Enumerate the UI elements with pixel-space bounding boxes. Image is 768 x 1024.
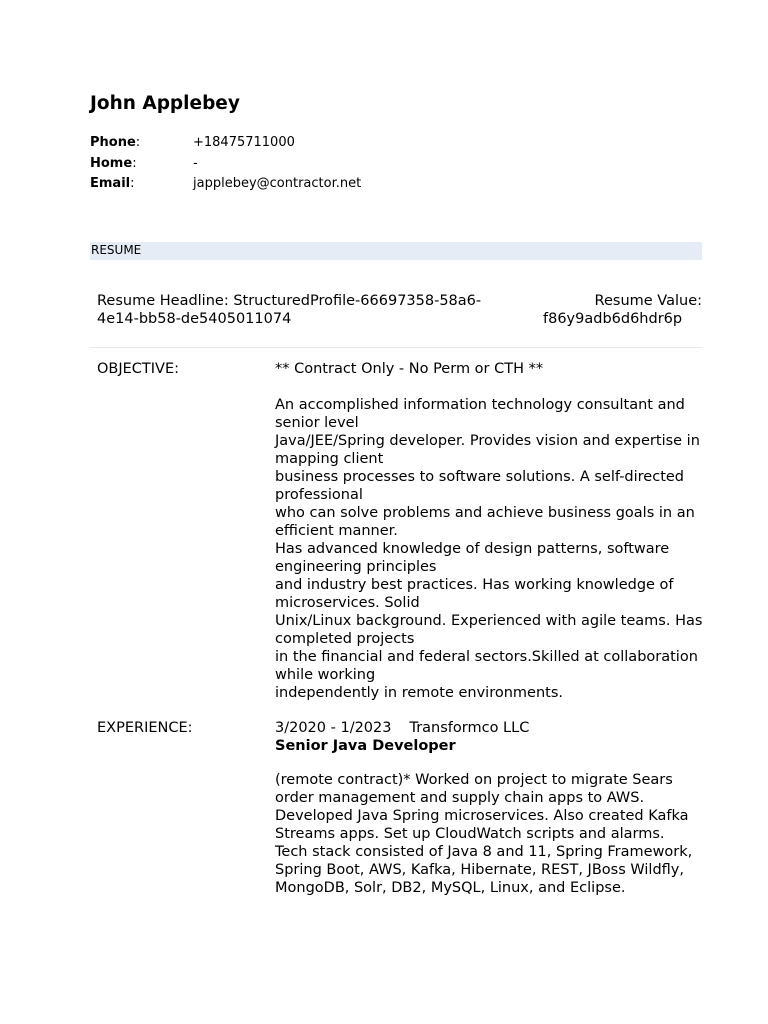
- objective-line: who can solve problems and achieve business goals in an efficient manner.: [275, 505, 695, 539]
- resume-headline: Resume Headline: StructuredProfile-66697358-58a6-4e14-bb58-de5405011074: [97, 293, 482, 327]
- contact-label-email: Email:: [90, 176, 135, 191]
- objective-summary: [275, 396, 705, 702]
- job-header: [275, 719, 705, 737]
- resume-value-text: f86y9adb6d6hdr6p: [543, 311, 683, 327]
- contact-value-home: -: [193, 155, 198, 171]
- experience-label: EXPERIENCE:: [97, 720, 193, 736]
- contact-value-phone: +18475711000: [193, 135, 295, 150]
- objective-label: OBJECTIVE:: [97, 361, 180, 377]
- job-description: (remote contract)* Worked on project to migrate Sears order management and supply chain apps to AWS. Developed Java Spring microservices. Also created Kafka Streams apps. Set up CloudWatch scripts and alarms. Tech stack consisted of Java 8 and 11, Spring Framework, Spring Boot, AWS, Kafka, Hibernate, REST, JBoss Wildfly, MongoDB, Solr, DB2, MySQL, Linux, and Eclipse.: [275, 772, 693, 896]
- objective-line: and industry best practices. Has working knowledge of microservices. Solid: [275, 577, 674, 611]
- contact-row-email: [90, 175, 590, 196]
- objective-line: independently in remote environments.: [275, 685, 563, 701]
- objective-line: in the financial and federal sectors.Skilled at collaboration while working: [275, 649, 698, 683]
- contact-label-phone: Phone:: [90, 135, 141, 150]
- section-title-text: RESUME: [91, 243, 142, 257]
- contact-info: [90, 134, 590, 196]
- resume-value: [530, 292, 702, 328]
- resume-value-label: Resume Value:: [594, 293, 702, 309]
- contact-value-email: japplebey@contractor.net: [193, 176, 362, 191]
- section-title-resume: [90, 242, 702, 260]
- contact-label-home: Home:: [90, 155, 137, 171]
- candidate-name: John Applebey: [90, 93, 240, 114]
- job-dates: 3/2020 - 1/2023: [275, 720, 392, 736]
- contact-row-phone: [90, 134, 590, 155]
- objective-content: [275, 360, 705, 702]
- experience-content: [275, 719, 705, 897]
- objective-line: An accomplished information technology consultant and senior level: [275, 397, 685, 431]
- job-company: Transformco LLC: [409, 720, 530, 736]
- objective-line: Unix/Linux background. Experienced with agile teams. Has completed projects: [275, 613, 703, 647]
- job-title: Senior Java Developer: [275, 738, 456, 754]
- divider: [90, 347, 702, 348]
- objective-line: Java/JEE/Spring developer. Provides vision and expertise in mapping client: [275, 433, 700, 467]
- objective-line: business processes to software solutions. A self-directed professional: [275, 469, 685, 503]
- objective-line: Has advanced knowledge of design patterns, software engineering principles: [275, 541, 670, 575]
- contact-row-home: [90, 155, 590, 176]
- objective-headline: ** Contract Only - No Perm or CTH **: [275, 361, 544, 377]
